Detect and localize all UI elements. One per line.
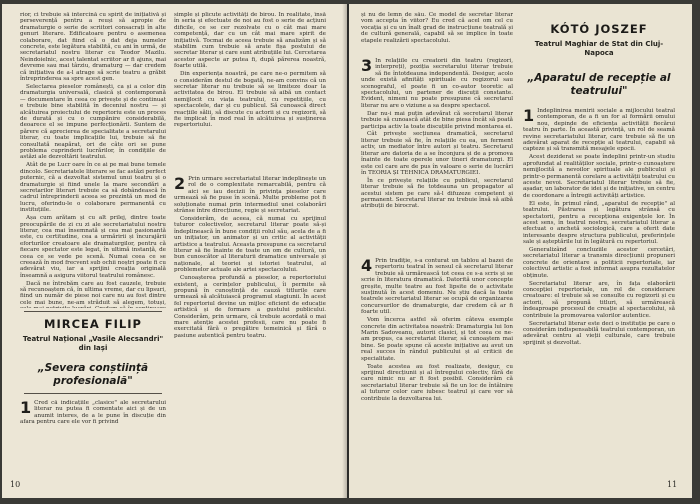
article-title: „Aparatul de recepție al teatrului"	[527, 72, 671, 97]
section-number: 3	[361, 58, 373, 75]
author-name: MIRCEA FILIP	[44, 317, 142, 331]
paragraph: și nu de lemn de său. Ce model de secretar literar vom accepta în viitor? Eu cred că acel om cel cu vocația și cu un înalt grad de instrucțiune teatrală și de cultură generală, capabil să se implice în toate etapele realizării spectacolului.	[361, 12, 513, 44]
page-number: 11	[667, 480, 678, 489]
paragraph: Din experiența noastră, pe care ne-o permitem să o considerăm destul de bogată, ne-am convins că un secretar literar nu trebuie să se limiteze doar la activitatea de birou. El trebuie să aibă un contact nemijlocit cu viața teatrului, cu repetițiile, cu spectacolele, dar și cu publicul. Să cunoască direct reacțiile sălii, să discute cu actorii și cu regizorii, să fie implicat în mod real în alcătuirea și susținerea repertoriului.	[174, 71, 326, 129]
paragraph: Dar nu-i mai puțin adevărat că secretarul literar trebuie să cunoască atât de bine piesa încât să poată participa activ la toate discuțiile privind montarea ei.	[361, 110, 513, 130]
paragraph: Cred că indicațiile „clasice" ale secretarului literar nu putea fi comentate aici și de un anumit interes, de a le pune în discuție din afara pentru care ele vor fi privind	[20, 400, 166, 426]
paragraph: Cât privește secțiunea dramatică, secretarul literar trebuie să fie, în relațiile cu ea, un ferment activ, un mediator între autori și teatru. Secretarul literar are datoria de a se înconjura și de a promova înainte de toate operele unor tineri dramaturgi. El este cel care are de pus în valoare o serie de lucrări în TEORIA ȘI TEHNICA DRAMATURGIEI.	[361, 131, 513, 176]
right-column-1	[361, 12, 513, 48]
paragraph: Îndeplinirea menirii sociale a mijlocului teatral contemporan, de a fi un for al formării omului nou, depinde de eficiența activității fiecărui teatru în parte. În această privință, un rol de seamă revine secretariatului literar, care trebuie să fie un adevărat aparat de recepție al teatrului, capabil să capteze și să transmită mesajele epocii.	[523, 108, 675, 153]
author-name: KÓTÓ JOSZEF	[550, 22, 648, 36]
paragraph: rior, ci trebuie să intercină cu spirit de inițiativă și perseverență pentru a reuși să apropie de dramaturgie o serie de scriitori consacrați în alte genuri literare. Edificatoare pentru o asemenea colaborare, dat fiind că o dat deja numelor concrete, este legătura stabilită, cu ani în urmă, de secretariatul nostru literar cu Teodor Mazilu. Neindoielnic, acest talentat scriitor ar fi ajuns, mai devreme sau mai târziu, dramaturg — dar credem că inițiativa de a-l atrage să scrie teatru a grăbit întreprinderea sa spre acest gen.	[20, 12, 166, 83]
paragraph: În relațiile cu creatorii din teatru (regizori, interpreți), poziția secretarului literar trebuie să fie întotdeauna independentă. Desigur, acolo unde există afinități spirituale cu regizorul sau scenograful, el poate fi un co-autor teoretic al spectacolului, un partener de discuții constante. Evident, nimeni nu poate presupune că secretarul literar nu are o viziune a sa despre spectacol.	[361, 58, 513, 109]
paragraph: Prin urmare secretariatul literar îndeplinește un rol de o complexitate remarcabilă, pentru că aici se iau decizii în privința pieselor care urmează să fie puse în scenă. Multe probleme pot fi soluționate numai prin intermediul unei colaborări strânse între direcțiune, regie și secretariat.	[174, 176, 326, 215]
article-title: „Severa conștiință profesională"	[37, 362, 149, 387]
paragraph: Secretariatul literar este deci o instituție pe care o considerăm indispensabilă teatrului contemporan, un adevărat centru al vieții culturale, care trebuie sprijinit și dezvoltat.	[523, 320, 675, 346]
divider-rule	[24, 311, 162, 312]
left-column-1-article	[20, 400, 166, 468]
section-number: 1	[523, 108, 535, 125]
left-column-2	[174, 12, 326, 168]
paragraph: Acest deziderat se poate îndeplini printr-un studiu aprofundat al realităților sociale, printr-o cunoaștere nemijlocită a nevoilor spirituale ale publicului și printr-o permanentă corelare a activității teatrului cu aceste nevoi. Secretariatul literar trebuie să fie, așadar, un laborator de idei și de inițiative, un centru de coordonare a întregii activități artistice.	[523, 154, 675, 199]
section-number: 2	[174, 176, 186, 193]
paragraph: Selectarea pieselor românești, ca și a celor din dramaturgia universală, clasică și contemporană — documentare în ceea ce privește și de continuat e trebuie bine stabilită în deceniul nostru — și alcătuirea proiectului de repertoriu este un proces de durată și cu o cumpănire considerabilă, deoarece el se impune perfecționării. Suntem de părere că aprecierea de specialitate a secretarului literar, cu toate implicațiile lui, trebuie să fie consultată neapărat, ori de câte ori se pune problema cuprinderii lucrărilor, în condițiile de astăzi ale dezvoltării teatrului.	[20, 83, 166, 161]
right-column-1-section-4	[361, 258, 513, 474]
paragraph: El este, în primul rând, „aparatul de recepție" al teatrului. Păstrarea și legătura strânsă cu spectatorii, pentru a recepționa exigențele lor. În acest sens, în teatrul nostru, secretariatul literar a efectuat o anchetă sociologică, care a oferit date interesante despre structura publicului, preferințele sale și așteptările lui în legătură cu repertoriul.	[523, 200, 675, 246]
right-page	[349, 4, 692, 498]
left-column-2-section	[174, 176, 326, 474]
left-page	[2, 4, 347, 498]
section-number: 1	[20, 400, 32, 417]
theatre-name: Teatrul Național „Vasile Alecsandri" din Iași	[22, 335, 164, 352]
paragraph: Toate acestea au fost realizate, desigur, cu sprijinul direcțiunii și al întregului colectiv, fără de care nimic nu ar fi fost posibil. Considerăm că secretariatul literar trebuie să fie un loc de întâlnire al tuturor celor care iubesc teatrul și care vor să contribuie la dezvoltarea lui.	[361, 363, 513, 402]
paragraph: Considerăm, de aceea, că numai cu sprijinul tuturor colectivelor, secretarul literar poate să-și îndeplinească în bune condiții rolul său, acela de a fi un inițiator, un animator și un critic al activității artistice a teatrului. Aceasta presupune ca secretarul literar să fie înainte de toate un om de cultură, un bun cunoscător al literaturii dramatice universale și naționale, al teoriei și istoriei teatrului, al problemelor actuale ale artei spectacolului.	[174, 215, 326, 274]
divider-rule	[24, 393, 162, 394]
paragraph: Prin tradiție, s-a conturat un tablou al bazei de repertoriu teatral în sensul că secretarul literar trebuie să urmărească tot ceea ce s-a scris și se scrie în literatura dramatică. Datorită unor concepte greșite, multe teatre au fost lipsite de o activitate susținută în acest domeniu. Nu știu dacă la toate teatrele secretariatul literar se ocupă de organizarea concursurilor de dramaturgie, dar credem că ar fi foarte util.	[361, 258, 513, 316]
right-column-2-article	[523, 108, 675, 474]
paragraph: Așa cum arătam și cu alt prilej, dintre toate preocupările de zi cu zi ale secretariatului nostru literar, cea mai însemnată și cea mai pasionantă este, cu certitudine, cea a urmăririi și încurajării eforturilor creatoare ale dramaturgilor, pentru că fiecare spectator este legat, în ultimă instanță, de ceea ce se vede pe scenă. Numai ceea ce se creează în mod frecvent sub ochii noștri poate fi cu adevărat viu, iar a sprijini creația originală înseamnă a asigura viitorul teatrului românesc.	[20, 215, 166, 279]
left-column-1	[20, 12, 166, 308]
paragraph: Secretariatul literar are, în fața elaborării concepției repertoriale, un rol de considerare creatoare: el trebuie să se consulte cu regizorii și cu actorii, să propună titluri, să urmărească îndeaproape procesul de creație al spectacolului, să contribuie la promovarea valorilor autentice.	[523, 280, 675, 319]
paragraph: Dacă ne întrebăm care au fost cauzele, trebuie să recunoaștem că, în ultima vreme, dar cu lipsuri, fiind un număr de piese noi care nu au fost dintre cele mai bune, ne-am străduit să alegem, totuși,	[20, 280, 166, 306]
right-column-1-section-3	[361, 58, 513, 248]
paragraph: simple și plicute activități de birou. În realitate, însă în seria și efectuate de noi au fost o serie de acțiuni dificile, ce se cer rezolvate cu o cât mai mare competență, dar cu un cât mai mare spirit de inițiativă. Tocmai de aceea trebuie să analizăm și să stabilim cum trebuie să arate fișa postului de secretar literar și care sunt atribuțiile lui. Cercetarea acestor aspecte ar putea fi, după părerea noastră, foarte utilă.	[174, 12, 326, 70]
theatre-name: Teatrul Maghiar de Stat din Cluj-Napoca	[534, 40, 664, 57]
paragraph: Generalizând concluziile acestor cercetări, secretariatul literar a transmis direcțiunii propuneri concrete de orientare a politicii repertoriale, iar colectivul artistic a fost informat asupra rezultatelor obținute.	[523, 247, 675, 279]
paragraph: Vom încerca astfel să oferim câteva exemple concrete din activitatea noastră: Dramaturgia lui Ion Marin Sadoveanu, autorii clasici, și tot ceea ce ne-am propus, ca secretariat literar, să cunoaștem mai bine. Se poate spune că aceste inițiative au avut un real succes în rândul publicului și al criticii de specialitate.	[361, 317, 513, 362]
paragraph: Atât de pe Lucr oare în ce ai pe mai bune temele dincolo. Secretariatele literare se fac astăzi perfect puternic, că a dezvoltat sistemul unui teatru și o dramaturgie și fiind unele la mare secondări a secretarilor literari trebuie ca să dobândească în cadrul întreprinderii aceea se prezintă un mod de lucru, oferindu-le o colaborare permanentă cu instituțiile.	[20, 162, 166, 214]
paragraph: În ce privește relațiile cu publicul, secretarul literar trebuie să fie totdeauna un propagator al acestui sistem pe care să-l difuzeze competent și permanent. Secretarul literar nu trebuie însă să aibă atribuții de birocrat.	[361, 177, 513, 210]
page-number: 10	[10, 480, 21, 489]
paragraph: Cunoașterea profundă a pieselor, a repertoriului existent, a cerințelor publicului, îi permite să propună în cunoștință de cauză titlurile care urmează să alcătuiască programul stagiunii. În acest fel repertoriul devine un mijloc eficient de educație artistică și de formare a gustului publicului. Considerăm, prin urmare, că trebuie acordată o mai mare atenție acestei profesii, care nu poate fi exercitată fără o pregătire temeinică și fără o pasiune autentică pentru teatru.	[174, 275, 326, 339]
section-number: 4	[361, 258, 373, 275]
